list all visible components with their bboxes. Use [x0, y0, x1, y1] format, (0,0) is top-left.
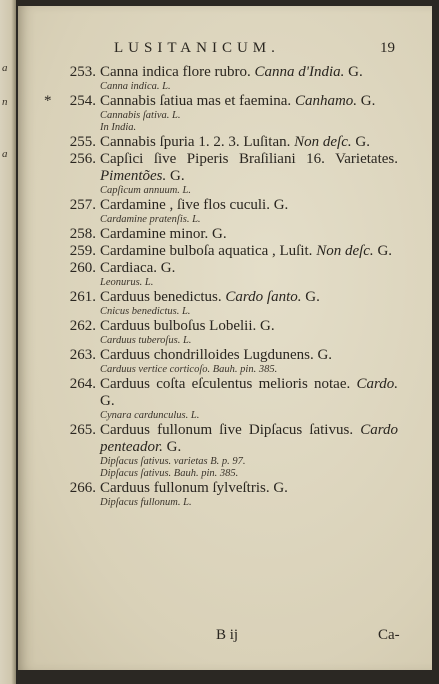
plant-entry: [18, 260, 432, 289]
entry-number: 266.: [69, 480, 96, 496]
page-number: 19: [380, 40, 395, 56]
linnaean-synonym: Cannabis ſativa. L.: [100, 110, 181, 121]
plant-entry: [18, 318, 432, 347]
entry-number: 260.: [69, 260, 96, 276]
entry-text: G.: [351, 134, 370, 150]
plant-entry: [18, 151, 432, 197]
entry-number: 261.: [69, 289, 96, 305]
previous-page-mark: a: [2, 148, 8, 160]
plant-entry: [18, 347, 432, 376]
entry-number: 264.: [69, 376, 96, 392]
entry-number: 263.: [69, 347, 96, 363]
vernacular-name: Pimentões.: [100, 168, 167, 184]
entry-text: Cardamine minor. G.: [100, 226, 227, 242]
entry-name: [100, 260, 398, 277]
linnaean-synonym: Cardamine pratenſis. L.: [100, 214, 201, 225]
plant-entry: [18, 93, 432, 134]
entry-number: 255.: [69, 134, 96, 150]
plant-entry: [18, 243, 432, 260]
entry-text: G.: [373, 243, 393, 259]
entry-text: G.: [344, 64, 363, 80]
entry-text: G.: [301, 289, 320, 305]
plant-entry: [18, 197, 432, 226]
linnaean-synonym: Dipſacus ſativus. Bauh. pin. 385.: [100, 468, 239, 479]
linnaean-synonym: In India.: [100, 122, 137, 133]
entry-name: [100, 318, 398, 335]
entry-number: 262.: [69, 318, 96, 334]
linnaean-synonym: Cnicus benedictus. L.: [100, 306, 191, 317]
entry-list: [18, 64, 432, 509]
vernacular-name: Cardo.: [356, 376, 398, 392]
book-page: [18, 6, 432, 670]
entry-text: G.: [162, 439, 182, 455]
linnaean-synonym: Leonurus. L.: [100, 277, 154, 288]
vernacular-name: Non deſc.: [316, 243, 374, 259]
linnaean-synonym: Carduus tuberoſus. L.: [100, 335, 192, 346]
entry-text: Carduus bulboſus Lobelii. G.: [100, 318, 275, 334]
entry-text: Cardiaca. G.: [100, 260, 176, 276]
plant-entry: [18, 289, 432, 318]
entry-name: [100, 347, 398, 364]
entry-name: [100, 226, 398, 243]
previous-page-edge: [0, 0, 16, 684]
entry-name: [100, 93, 398, 110]
linnaean-synonym: Carduus vertice corticoſo. Bauh. pin. 385.: [100, 364, 278, 375]
running-title: LUSITANICUM.: [114, 40, 280, 56]
linnaean-synonym: Cynara cardunculus. L.: [100, 410, 200, 421]
entry-name: [100, 64, 398, 81]
entry-name: [100, 480, 398, 497]
entry-number: 257.: [69, 197, 96, 213]
catchword: Ca-: [378, 627, 400, 643]
entry-number: 253.: [69, 64, 96, 80]
entry-text: Carduus coſta eſculentus melioris notae.: [100, 376, 357, 392]
plant-entry: [18, 226, 432, 243]
entry-text: Capſici ſive Piperis Braſiliani 16. Varietates.: [100, 151, 398, 167]
entry-number: 258.: [69, 226, 96, 242]
entry-name: [100, 289, 398, 306]
entry-name: [100, 243, 398, 260]
entry-name: [100, 134, 398, 151]
previous-page-mark: n: [2, 96, 8, 108]
entry-text: Carduus benedictus.: [100, 289, 226, 305]
entry-text: Cardamine , ſive flos cuculi. G.: [100, 197, 289, 213]
linnaean-synonym: Dipſacus fullonum. L.: [100, 497, 192, 508]
entry-text: Cannabis ſatiua mas et faemina.: [100, 93, 295, 109]
plant-entry: [18, 376, 432, 422]
signature-mark: B ij: [216, 627, 239, 643]
entry-number: 256.: [69, 151, 96, 167]
asterisk-mark: *: [44, 93, 52, 109]
entry-name: [100, 422, 398, 456]
entry-text: Canna indica flore rubro.: [100, 64, 255, 80]
entry-name: [100, 151, 398, 185]
entry-number: 265.: [69, 422, 96, 438]
linnaean-synonym: Canna indica. L.: [100, 81, 171, 92]
vernacular-name: Non deſc.: [294, 134, 352, 150]
previous-page-mark: a: [2, 62, 8, 74]
plant-entry: [18, 134, 432, 151]
vernacular-name: Cardo penteador.: [100, 422, 398, 455]
linnaean-synonym: Dipſacus ſativus. varietas B. p. 97.: [100, 456, 246, 467]
entry-name: [100, 197, 398, 214]
entry-text: Carduus fullonum ſylveſtris. G.: [100, 480, 288, 496]
entry-name: [100, 376, 398, 410]
plant-entry: [18, 422, 432, 480]
entry-text: G.: [357, 93, 376, 109]
entry-text: G.: [166, 168, 185, 184]
entry-text: Cardamine bulboſa aquatica , Luſit.: [100, 243, 317, 259]
entry-text: Cannabis ſpuria 1. 2. 3. Luſitan.: [100, 134, 295, 150]
linnaean-synonym: Capſicum annuum. L.: [100, 185, 192, 196]
plant-entry: [18, 64, 432, 93]
entry-text: Carduus chondrilloides Lugdunens. G.: [100, 347, 333, 363]
entry-text: Carduus fullonum ſive Dipſacus ſativus.: [100, 422, 361, 438]
entry-number: 254.: [69, 93, 96, 109]
entry-number: 259.: [69, 243, 96, 259]
vernacular-name: Canhamo.: [294, 93, 358, 109]
plant-entry: [18, 480, 432, 509]
vernacular-name: Cardo ſanto.: [225, 289, 302, 305]
entry-text: G.: [100, 393, 115, 409]
vernacular-name: Canna d'India.: [254, 64, 345, 80]
